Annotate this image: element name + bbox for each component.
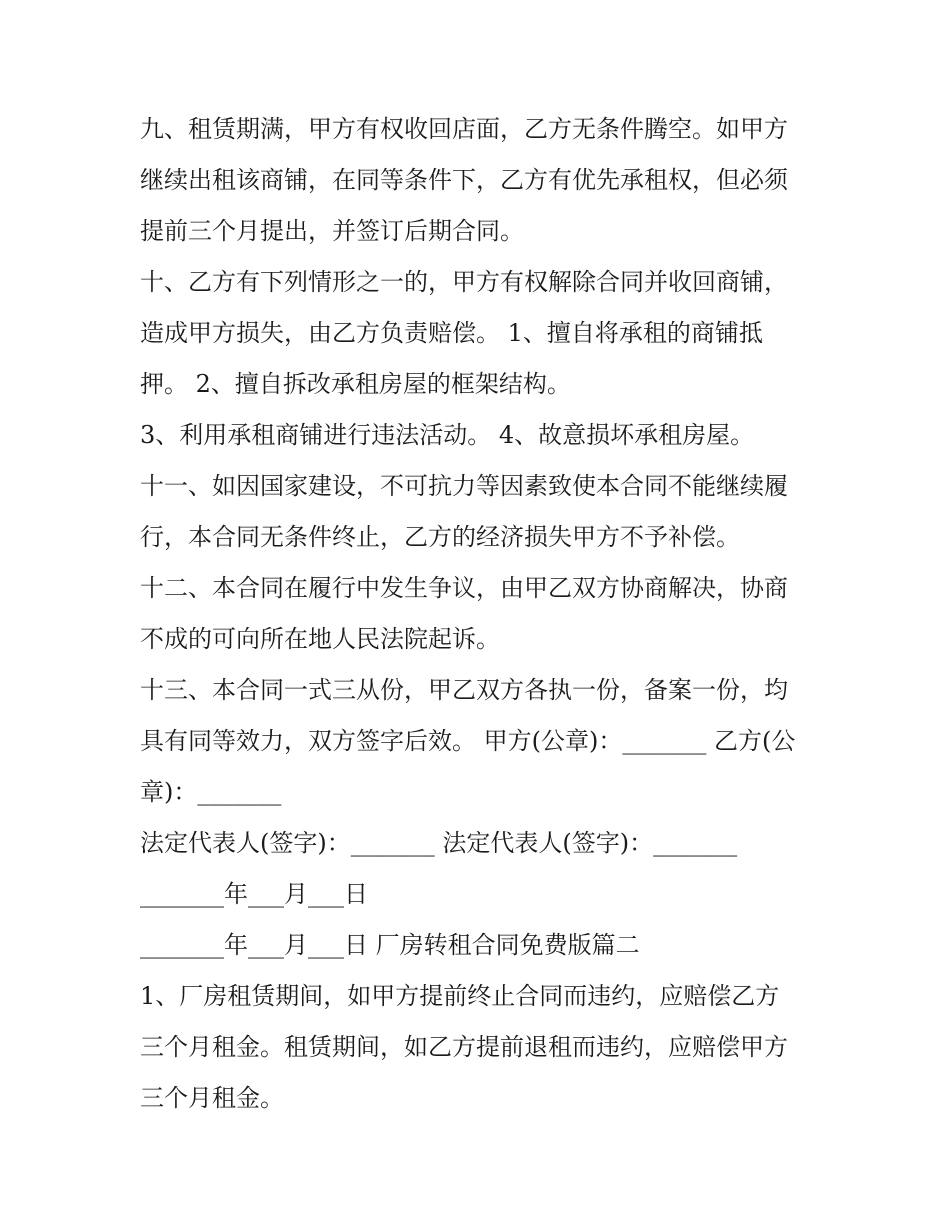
- text-line: 具有同等效力，双方签字后效。 甲方(公章)：_______ 乙方(公: [140, 727, 796, 755]
- text-line: 十二、本合同在履行中发生争议，由甲乙双方协商解决，协商: [140, 574, 788, 602]
- text-line: 法定代表人(签字)：_______ 法定代表人(签字)：_______: [140, 829, 738, 857]
- text-line: _______年___月___日: [140, 880, 368, 908]
- text-line: _______年___月___日 厂房转租合同免费版篇二: [140, 931, 640, 959]
- text-line: 提前三个月提出，并签订后期合同。: [140, 217, 524, 245]
- text-line: 十一、如因国家建设，不可抗力等因素致使本合同不能继续履: [140, 472, 788, 500]
- text-line: 九、租赁期满，甲方有权收回店面，乙方无条件腾空。如甲方: [140, 115, 788, 143]
- text-line: 十、乙方有下列情形之一的，甲方有权解除合同并收回商铺，: [140, 268, 788, 296]
- text-line: 行，本合同无条件终止，乙方的经济损失甲方不予补偿。: [140, 523, 740, 551]
- text-line: 不成的可向所在地人民法院起诉。: [140, 625, 500, 653]
- contract-text: [140, 104, 830, 1124]
- text-line: 造成甲方损失，由乙方负责赔偿。 1、擅自将承租的商铺抵: [140, 319, 763, 347]
- text-line: 三个月租金。: [140, 1084, 284, 1112]
- text-line: 十三、本合同一式三从份，甲乙双方各执一份，备案一份，均: [140, 676, 788, 704]
- text-line: 押。 2、擅自拆改承租房屋的框架结构。: [140, 370, 571, 398]
- text-line: 1、厂房租赁期间，如甲方提前终止合同而违约，应赔偿乙方: [140, 982, 780, 1010]
- text-line: 章)：_______: [140, 778, 282, 806]
- text-line: 三个月租金。租赁期间，如乙方提前退租而违约，应赔偿甲方: [140, 1033, 788, 1061]
- text-line: 继续出租该商铺，在同等条件下，乙方有优先承租权，但必须: [140, 166, 788, 194]
- text-line: 3、利用承租商铺进行违法活动。 4、故意损坏承租房屋。: [140, 421, 755, 449]
